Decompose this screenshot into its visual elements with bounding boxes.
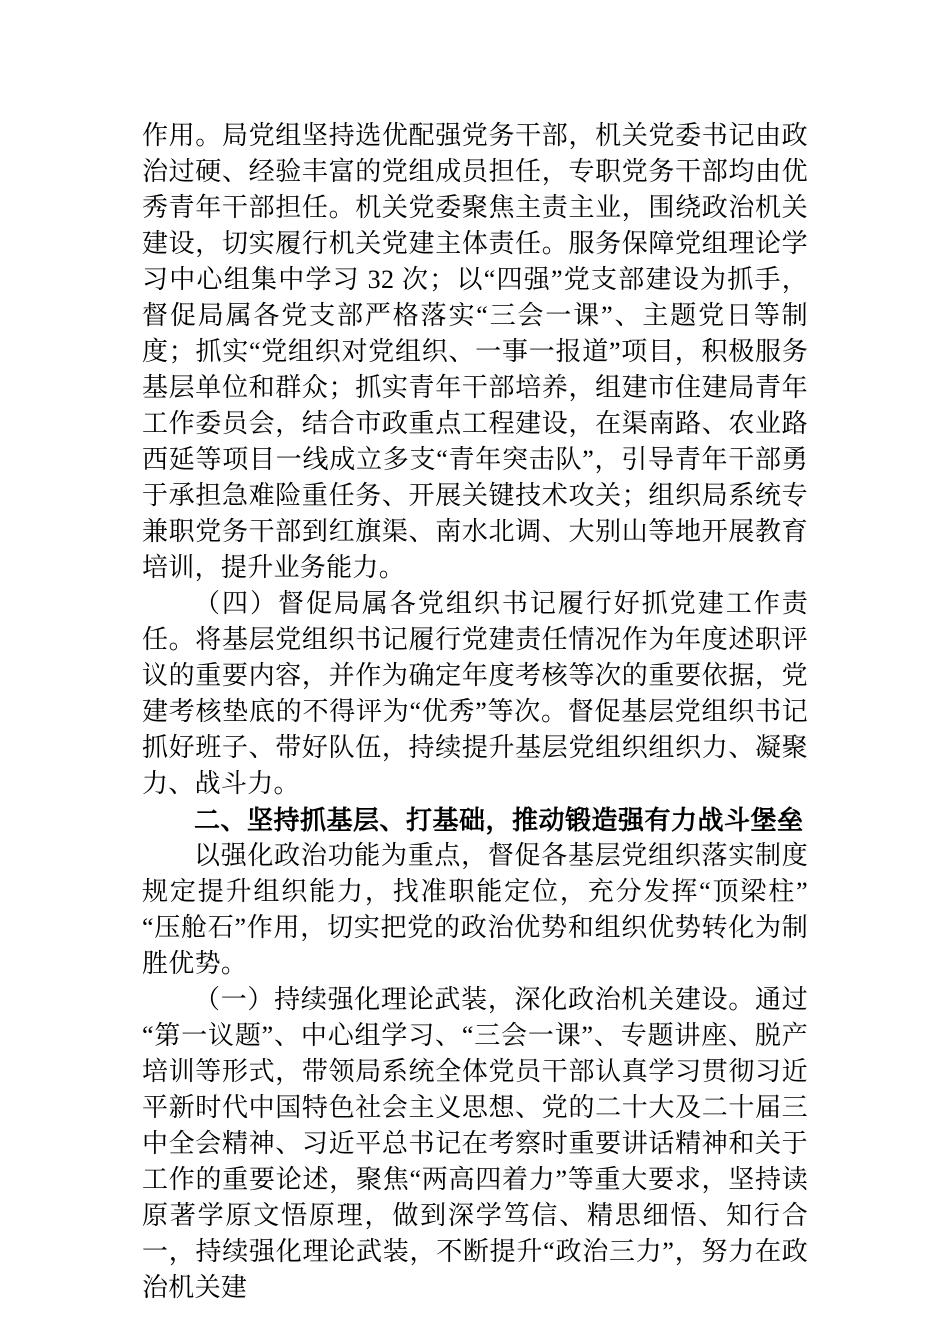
paragraph: 作用。局党组坚持选优配强党务干部，机关党委书记由政治过硬、经验丰富的党组成员担任，专职党务干部均由优秀青年干部担任。机关党委聚焦主责主业，围绕政治机关建设，切实履行机关党建主体责任。服务保障党组理论学习中心组集中学习 32 次；以“四强”党支部建设为抓手，督促局属各党支部严格落实“三会一课”、主题党日等制度；抓实“党组织对党组织、一事一报道”项目，积极服务基层单位和群众；抓实青年干部培养，组建市住建局青年工作委员会，结合市政重点工程建设，在渠南路、农业路西延等项目一线成立多支“青年突击队”，引导青年干部勇于承担急难险重任务、开展关键技术攻关；组织局系统专兼职党务干部到红旗渠、南水北调、大别山等地开展教育培训，提升业务能力。 bbox=[142, 121, 808, 582]
section-heading: 二、坚持抓基层、打基础，推动锻造强有力战斗堡垒 bbox=[194, 805, 804, 835]
paragraph: （一）持续强化理论武装，深化政治机关建设。通过“第一议题”、中心组学习、“三会一课”、专题讲座、脱产培训等形式，带领局系统全体党员干部认真学习贯彻习近平新时代中国特色社会主义思想、党的二十大及二十届三中全会精神、习近平总书记在考察时重要讲话精神和关于工作的重要论述，聚焦“两高四着力”等重大要求，坚持读原著学原文悟原理，做到深学笃信、精思细悟、知行合一，持续强化理论武装，不断提升“政治三力”，努力在政治机关建 bbox=[142, 985, 808, 1302]
document-body bbox=[142, 118, 808, 1306]
paragraph: （四）督促局属各党组织书记履行好抓党建工作责任。将基层党组织书记履行党建责任情况作为年度述职评议的重要内容，并作为确定年度考核等次的重要依据，党建考核垫底的不得评为“优秀”等次。督促基层党组织书记抓好班子、带好队伍，持续提升基层党组织组织力、凝聚力、战斗力。 bbox=[142, 589, 808, 798]
paragraph: 以强化政治功能为重点，督促各基层党组织落实制度规定提升组织能力，找准职能定位，充分发挥“顶梁柱”“压舱石”作用，切实把党的政治优势和组织优势转化为制胜优势。 bbox=[142, 841, 808, 978]
